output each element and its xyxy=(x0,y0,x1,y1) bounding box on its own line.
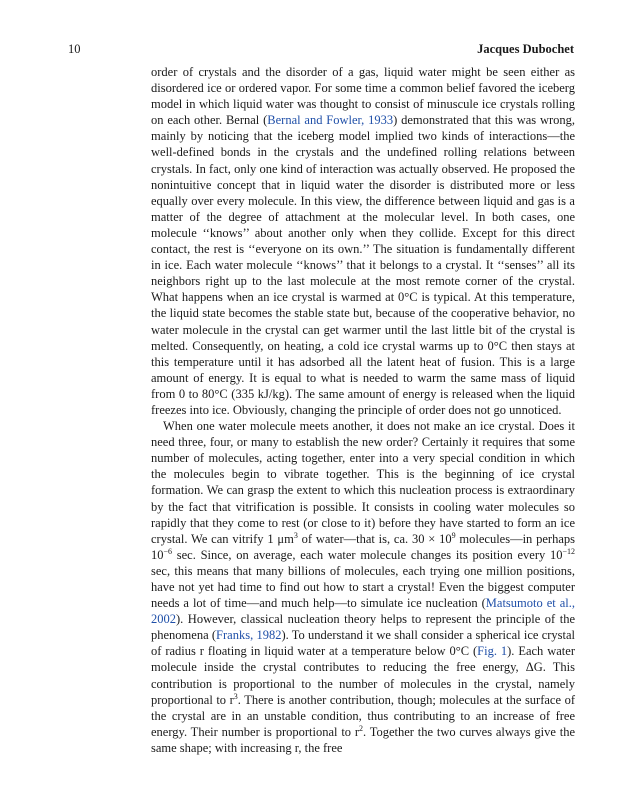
page-header xyxy=(68,42,574,58)
text-run: sec, this means that many billions of molecules, each trying one million positions, have not yet had time to find out how to start a crystal! Even the biggest computer needs a lot of time—and much help—to simulate ice nucleation ( xyxy=(151,563,575,611)
citation-link[interactable]: Fig. 1 xyxy=(477,644,508,659)
superscript: −6 xyxy=(163,546,173,556)
text-run: When one water molecule meets another, it does not make an ice crystal. Does it need three, four, or many to establish the new order? Certainly it requires that some number of molecules, acting together, enter into a very special condition in which the molecules begin to vibrate together. This is the beginning of ice crystal formation. We can grasp the extent to which this nucleation process is extraordinary by the fact that vitrification is possible. It consists in cooling water molecules so rapidly that they come to rest (or close to it) before they have started to form an ice crystal. We can vitrify 1 μm xyxy=(151,419,575,546)
superscript: 9 xyxy=(451,530,456,540)
text-run: . Together the two curves always give the same shape; with increasing r, the free xyxy=(151,724,575,755)
superscript: −12 xyxy=(562,546,575,556)
text-run: order of crystals and the disorder of a gas, liquid water might be seen either as disordered ice or ordered vapor. For some time a common belief favored the iceberg model in which liquid water was thought to consist of minuscule ice crystals rolling on each other. Bernal ( xyxy=(151,65,575,128)
text-run: molecules—in perhaps 10 xyxy=(151,531,575,562)
superscript: 3 xyxy=(293,530,298,540)
body-text xyxy=(151,64,575,756)
text-run: ). To understand it we shall consider a spherical ice crystal of radius r floating in liquid water at a temperature below 0°C ( xyxy=(151,628,576,659)
running-head: Jacques Dubochet xyxy=(477,42,574,56)
page-number: 10 xyxy=(68,42,81,56)
text-run: sec. Since, on average, each water molecule changes its position every 10 xyxy=(172,547,563,562)
paragraph xyxy=(151,418,575,756)
paragraph xyxy=(151,64,575,418)
text-run: ). Each water molecule inside the crystal contributes to reducing the free energy, ΔG. This contribution is proportional to the number of molecules in the crystal, namely proportional to r xyxy=(151,644,575,707)
superscript: 3 xyxy=(233,691,238,701)
citation-link[interactable]: Bernal and Fowler, 1933 xyxy=(267,113,394,128)
text-run: ) demonstrated that this was wrong, mainly by noticing that the iceberg model implied two kinds of interactions—the well-defined bonds in the crystals and the undefined rolling relations between crystals. In fact, only one kind of interaction was actually observed. He proposed the nonintuitive concept that in liquid water the disorder is distributed more or less equally over every molecule. In this view, the difference between liquid and gas is a matter of the degree of attachment at the molecular level. In both cases, one molecule ‘‘knows’’ about another only when they collide. Except for this direct contact, the rest is ‘‘everyone on its own.’’ The situation is fundamentally different in ice. Each water molecule ‘‘knows’’ that it belongs to a crystal. It ‘‘senses’’ all its neighbors right up to the last molecule at the most remote corner of the crystal. What happens when an ice crystal is warmed at 0°C is typical. At this temperature, the liquid state becomes the stable state but, because of the cooperative behavior, no water molecule in the crystal can get warmer until the last little bit of the crystal is melted. Consequently, on heating, a cold ice crystal warms up to 0°C then stays at this temperature until it has adsorbed all the latent heat of fusion. This is a large amount of energy. It is equal to what is needed to warm the same mass of liquid from 0 to 80°C (335 kJ/kg). The same amount of energy is released when the liquid freezes into ice. Obviously, changing the principle of order does not go unnoticed. xyxy=(151,113,576,417)
text-run: ). However, classical nucleation theory helps to represent the principle of the phenomena ( xyxy=(151,612,575,643)
citation-link[interactable]: Franks, 1982 xyxy=(216,628,282,643)
text-run: . There is another contribution, though; molecules at the surface of the crystal are in an unstable condition, thus contributing to an increase of free energy. Their number is proportional to r xyxy=(151,692,575,739)
citation-link[interactable]: Matsumoto et al., 2002 xyxy=(151,596,575,627)
text-run: of water—that is, ca. 30 × 10 xyxy=(297,531,452,546)
superscript: 2 xyxy=(359,723,364,733)
